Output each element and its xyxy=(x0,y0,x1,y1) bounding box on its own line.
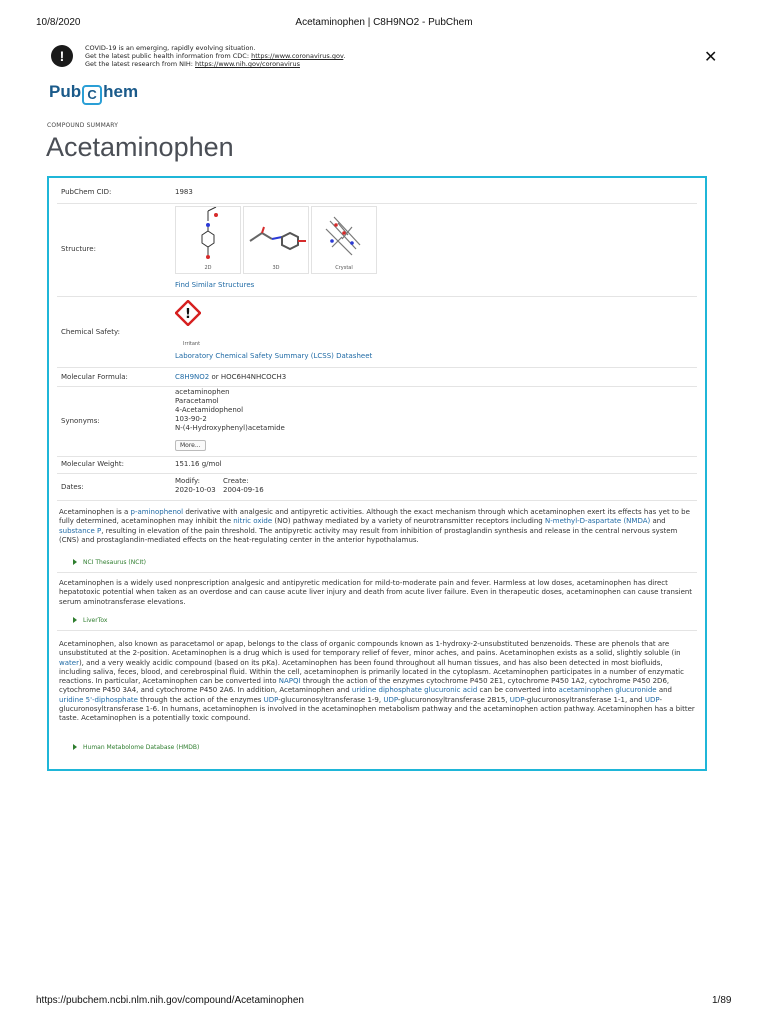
inline-term-link[interactable]: water xyxy=(59,658,79,667)
paragraph-text: (NO) pathway mediated by a variety of neurotransmitter receptors including xyxy=(272,517,545,526)
print-title: Acetaminophen | C8H9NO2 - PubChem xyxy=(295,17,473,28)
divider xyxy=(57,296,697,297)
inline-term-link[interactable]: nitric oxide xyxy=(233,517,273,526)
ghs-glyph: ! xyxy=(185,307,191,322)
inline-term-link[interactable]: substance P xyxy=(59,526,102,535)
cdc-link[interactable]: https://www.coronavirus.gov xyxy=(251,52,344,60)
divider xyxy=(57,367,697,368)
banner-line-3: Get the latest research from NIH: https://www.nih.gov/coronavirus xyxy=(85,60,300,68)
paragraph-text: ), and a very weakly acidic compound (based on its pKa). Acetaminophen has been found throughout all human tissues, and has also been detected in most biofluids, including saliva, feces, blood, and cerebrospinal fluid. Within the cell, acetaminophen is primarily located in the cytoplasm. Acetaminophen participates in a number of enzymatic reactions. In particular, Acetaminophen can be converted into xyxy=(59,658,684,686)
synonym-item: 103-90-2 xyxy=(175,415,207,423)
paragraph-text: -glucuronosyltransferase 1-9, xyxy=(278,695,384,704)
expand-triangle-icon xyxy=(73,617,77,623)
inline-term-link[interactable]: acetaminophen glucuronide xyxy=(558,686,657,695)
alert-icon: ! xyxy=(51,45,73,67)
source-link-ncit[interactable]: NCI Thesaurus (NCIt) xyxy=(73,559,146,566)
paragraph-text: Acetaminophen is a widely used nonprescription analgesic and antipyretic medication for mild-to-moderate pain and fever. Harmless at low doses, acetaminophen has direct hepatotoxic potential when taken as an overdose and can cause acute liver injury and death from acute liver failure. Even in therapeutic doses, acetaminophen can cause transient serum aminotransferase elevations. xyxy=(59,579,693,606)
ghs-caption: Irritant xyxy=(183,341,201,347)
inline-term-link[interactable]: uridine diphosphate glucuronic acid xyxy=(351,686,478,695)
find-similar-link[interactable]: Find Similar Structures xyxy=(175,281,255,289)
thumb-caption-3d: 3D xyxy=(272,265,280,271)
paragraph-text: -glucuronosyltransferase 2B15, xyxy=(397,695,510,704)
paragraph-text: through the action of the enzymes xyxy=(137,695,264,704)
more-synonyms-button[interactable]: More... xyxy=(175,440,206,451)
print-date: 10/8/2020 xyxy=(36,17,81,28)
inline-term-link[interactable]: p-aminophenol xyxy=(130,508,184,516)
banner-line-1: COVID-19 is an emerging, rapidly evolving situation. xyxy=(85,44,256,52)
safety-label: Chemical Safety: xyxy=(61,328,120,336)
description-paragraph xyxy=(59,640,695,724)
divider xyxy=(57,630,697,631)
cid-value: 1983 xyxy=(175,188,193,196)
inline-term-link[interactable]: uridine 5'-diphosphate xyxy=(59,695,138,704)
formula-label: Molecular Formula: xyxy=(61,373,128,381)
inline-term-link[interactable]: NAPQI xyxy=(278,677,301,686)
paragraph-text: Acetaminophen, also known as paracetamol or apap, belongs to the class of organic compounds known as 1-hydroxy-2-unsubstituted benzenoids. These are phenols that are unsubstituted at the 2-position. Acetaminophen is a drug which is used for temporary relief of fever, minor aches, and pains. Acetaminophen exists as a solid, slightly soluble (in xyxy=(59,640,681,658)
source-link-livertox[interactable]: LiverTox xyxy=(73,617,107,624)
synonym-item: 4-Acetamidophenol xyxy=(175,406,244,414)
cid-label: PubChem CID: xyxy=(61,188,112,196)
synonym-item: Paracetamol xyxy=(175,397,219,405)
formula-value: C8H9NO2 or HOC6H4NHCOCH3 xyxy=(175,373,287,381)
synonym-item: acetaminophen xyxy=(175,388,230,396)
create-date: Create: 2004-09-16 xyxy=(223,477,264,494)
synonyms-list xyxy=(175,388,285,433)
paragraph-text: and xyxy=(650,517,666,526)
banner-line-2: Get the latest public health information from CDC: https://www.coronavirus.gov. xyxy=(85,52,346,60)
paragraph-text: derivative with analgesic and antipyretic activities. Although the exact mechanism through which acetaminophen exert its effects has yet to be fully determined, acetaminophen may inhibit the xyxy=(59,508,690,526)
modify-date: Modify: 2020-10-03 xyxy=(175,477,216,494)
structure-3d-thumb[interactable] xyxy=(243,206,309,274)
divider xyxy=(57,473,697,474)
print-page-number: 1/89 xyxy=(712,995,732,1006)
divider xyxy=(57,572,697,573)
inline-term-link[interactable]: UDP xyxy=(644,695,660,704)
close-banner-button[interactable]: ✕ xyxy=(704,47,718,66)
thumb-caption-crystal: Crystal xyxy=(335,265,353,271)
paragraph-text: -glucuronosyltransferase 1-6. In humans, acetaminophen is involved in the acetaminophen metabolism pathway and the acetaminophen action pathway. Acetaminophen has a bitter taste. Acetaminophen is a potentially toxic compound. xyxy=(59,695,695,723)
dates-label: Dates: xyxy=(61,483,84,491)
synonyms-label: Synonyms: xyxy=(61,417,100,425)
inline-term-link[interactable]: UDP xyxy=(263,695,279,704)
inline-term-link[interactable]: N-methyl-D-aspartate (NMDA) xyxy=(544,517,651,526)
compound-summary-kicker: COMPOUND SUMMARY xyxy=(47,122,119,129)
paragraph-text: -glucuronosyltransferase 1-1, and xyxy=(524,695,645,704)
pubchem-logo[interactable]: Pub C hem xyxy=(49,82,138,105)
source-link-hmdb[interactable]: Human Metabolome Database (HMDB) xyxy=(73,744,199,751)
structure-2d-thumb[interactable] xyxy=(175,206,241,274)
divider xyxy=(57,386,697,387)
expand-triangle-icon xyxy=(73,559,77,565)
weight-label: Molecular Weight: xyxy=(61,460,124,468)
weight-value: 151.16 g/mol xyxy=(175,460,222,468)
paragraph-text: and xyxy=(656,686,672,695)
compound-summary-box xyxy=(47,176,707,771)
divider xyxy=(57,203,697,204)
ghs-irritant-icon[interactable] xyxy=(175,300,201,326)
lcss-link[interactable]: Laboratory Chemical Safety Summary (LCSS) Datasheet xyxy=(175,352,373,360)
page-title: Acetaminophen xyxy=(46,132,234,162)
divider xyxy=(57,456,697,457)
synonym-item: N-(4-Hydroxyphenyl)acetamide xyxy=(175,424,285,432)
paragraph-text: Acetaminophen is a xyxy=(59,508,131,516)
description-paragraph xyxy=(59,579,695,607)
expand-triangle-icon xyxy=(73,744,77,750)
structure-label: Structure: xyxy=(61,245,96,253)
paragraph-text: through the action of the enzymes cytochrome P450 2E1, cytochrome P450 1A2, cytochrome P450 2D6, cytochrome P450 3A4, and cytochrome P450 2A6. In addition, Acetaminophen and xyxy=(59,677,670,695)
paragraph-text: can be converted into xyxy=(477,686,559,695)
covid-banner xyxy=(85,44,345,68)
divider xyxy=(57,500,697,501)
print-url: https://pubchem.ncbi.nlm.nih.gov/compound/Acetaminophen xyxy=(36,995,304,1006)
description-paragraph xyxy=(59,508,695,545)
inline-term-link[interactable]: UDP xyxy=(509,695,525,704)
nih-link[interactable]: https://www.nih.gov/coronavirus xyxy=(195,60,300,68)
formula-link[interactable]: C8H9NO2 xyxy=(175,373,210,381)
inline-term-link[interactable]: UDP xyxy=(383,695,398,704)
thumb-caption-2d: 2D xyxy=(204,265,212,271)
paragraph-text: , resulting in elevation of the pain threshold. The antipyretic activity may result from inhibition of prostaglandin synthesis and release in the central nervous system (CNS) and prostaglandin-mediated effects on the heat-regulating center in the anterior hypothalamus. xyxy=(59,526,678,544)
structure-crystal-thumb[interactable] xyxy=(311,206,377,274)
